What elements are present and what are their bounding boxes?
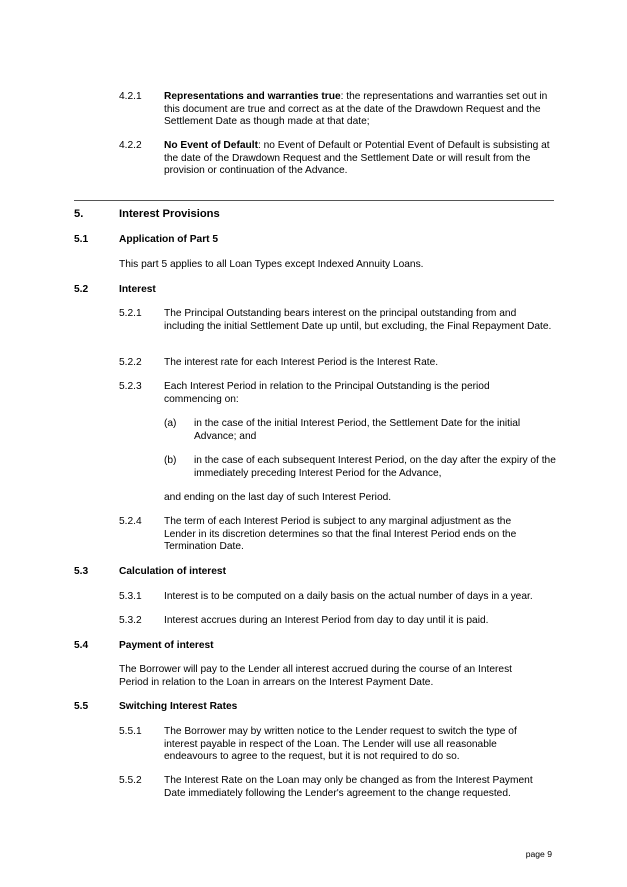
clause-number: 5.3.1 xyxy=(119,591,142,602)
clause-heading: Calculation of interest xyxy=(119,566,226,577)
clause-heading: Switching Interest Rates xyxy=(119,701,238,712)
page-number: page 9 xyxy=(525,849,552,859)
subclause-number: (b) xyxy=(164,455,177,466)
section-title: Interest Provisions xyxy=(119,208,220,220)
clause-number: 5.5.1 xyxy=(119,726,142,737)
clause-number: 4.2.2 xyxy=(119,140,142,151)
clause-number: 4.2.1 xyxy=(119,91,142,102)
clause-number: 5.1 xyxy=(74,234,89,245)
clause-text: The Interest Rate on the Loan may only be changed as from the Interest Payment Date immediately following the Lender's agreement to the change requested. xyxy=(164,775,533,799)
clause-body: This part 5 applies to all Loan Types except Indexed Annuity Loans. xyxy=(119,259,424,270)
section-divider xyxy=(74,200,554,201)
clause-rest: : no Event of Default or Potential Event of Default is subsisting at the date of the Drawdown Request and the Settlement Date or will result from the provision or continuation of the Advance. xyxy=(164,140,550,176)
clause-text: The Principal Outstanding bears interest on the principal outstanding from and including the initial Settlement Date up until, but excluding, the Final Repayment Date. xyxy=(164,308,552,332)
clause-lead: Representations and warranties true xyxy=(164,91,341,102)
clause-number: 5.2 xyxy=(74,284,89,295)
clause-text: Interest accrues during an Interest Period from day to day until it is paid. xyxy=(164,615,489,626)
clause-text: The interest rate for each Interest Period is the Interest Rate. xyxy=(164,357,439,368)
clause-body: The Borrower will pay to the Lender all interest accrued during the course of an Interest Period in relation to the Loan in arrears on the Interest Payment Date. xyxy=(119,664,512,688)
clause-text: The term of each Interest Period is subject to any marginal adjustment as the Lender in its discretion determines so that the final Interest Period ends on the Termination Date. xyxy=(164,516,517,552)
clause-number: 5.5 xyxy=(74,701,89,712)
clause-heading: Application of Part 5 xyxy=(119,234,219,245)
subclause-text: in the case of the initial Interest Period, the Settlement Date for the initial Advance; and xyxy=(194,418,521,442)
clause-text: Each Interest Period in relation to the Principal Outstanding is the period commencing on: xyxy=(164,381,490,405)
clause-rest: : the representations and warranties set out in this document are true and correct as at the date of the Drawdown Request and the Settlement Date as though made at that date; xyxy=(164,91,548,127)
clause-text: Interest is to be computed on a daily basis on the actual number of days in a year. xyxy=(164,591,533,602)
clause-number: 5.2.1 xyxy=(119,308,142,319)
clause-lead: No Event of Default xyxy=(164,140,258,151)
subclause-number: (a) xyxy=(164,418,177,429)
clause-number: 5.4 xyxy=(74,640,89,651)
clause-heading: Payment of interest xyxy=(119,640,214,651)
clause-text: The Borrower may by written notice to the Lender request to switch the type of interest payable in respect of the Loan. The Lender will use all reasonable endeavours to agree to the request, but it is not required to do so. xyxy=(164,726,517,762)
clause-continuation: and ending on the last day of such Interest Period. xyxy=(164,492,392,503)
clause-number: 5.3.2 xyxy=(119,615,142,626)
clause-number: 5.2.4 xyxy=(119,516,142,527)
clause-heading: Interest xyxy=(119,284,156,295)
clause-text xyxy=(164,140,556,178)
subclause-text: in the case of each subsequent Interest Period, on the day after the expiry of the immediately preceding Interest Period for the Advance, xyxy=(194,455,556,479)
clause-number: 5.5.2 xyxy=(119,775,142,786)
clause-number: 5.2.2 xyxy=(119,357,142,368)
clause-number: 5.3 xyxy=(74,566,89,577)
clause-text xyxy=(164,91,556,129)
section-number: 5. xyxy=(74,208,84,220)
clause-number: 5.2.3 xyxy=(119,381,142,392)
